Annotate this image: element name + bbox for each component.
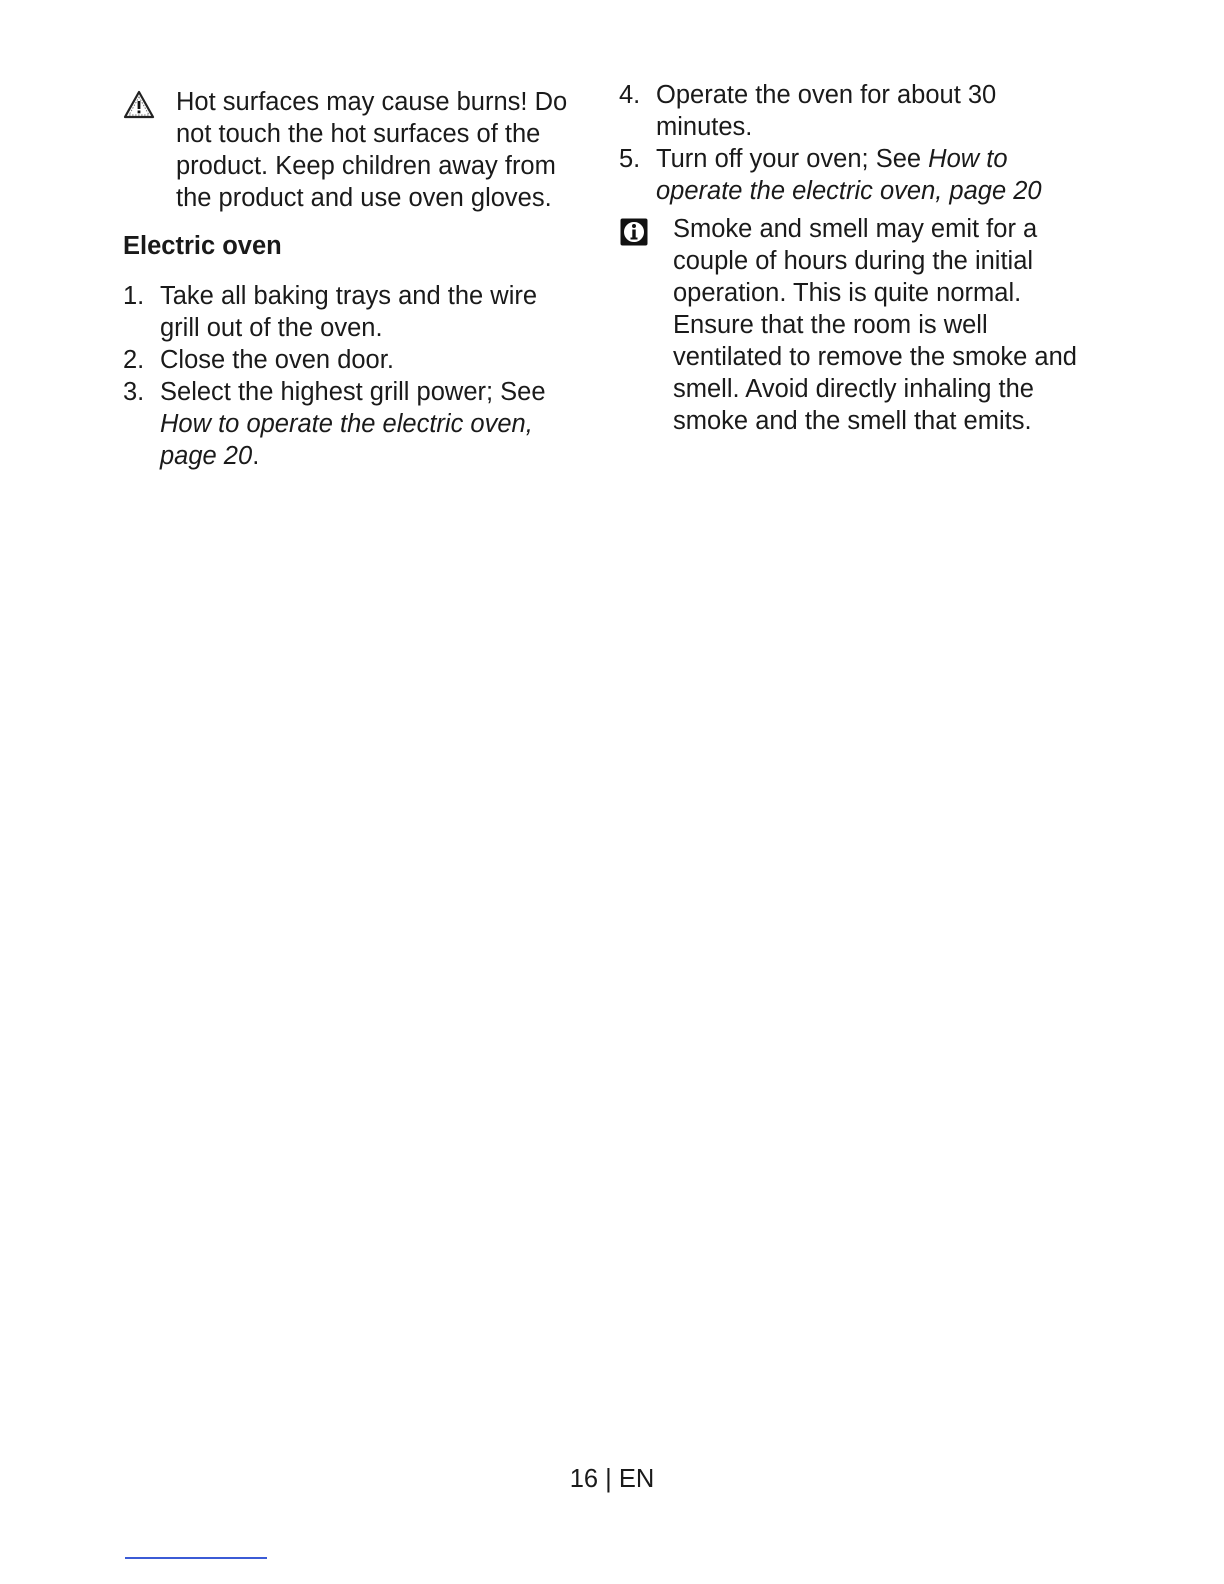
- footer-divider: [125, 1557, 267, 1559]
- info-note: [619, 213, 1079, 437]
- list-item: [123, 344, 583, 376]
- step-number: 1.: [123, 282, 145, 310]
- step-number: 3.: [123, 378, 145, 406]
- warning-text: Hot surfaces may cause burns! Do not touch the hot surfaces of the product. Keep children away from the product and use oven gloves.: [176, 88, 568, 212]
- list-item: [123, 280, 583, 344]
- warning-note: [123, 86, 583, 214]
- warning-triangle-icon: [123, 90, 155, 128]
- cross-reference: How to operate the electric oven, page 20: [160, 410, 533, 470]
- step-text: Take all baking trays and the wire grill out of the oven.: [160, 282, 538, 342]
- section-heading: Electric oven: [123, 232, 282, 260]
- step-text: Select the highest grill power; See: [160, 378, 546, 406]
- step-number: 4.: [619, 81, 641, 109]
- list-item: [619, 143, 1079, 207]
- page-footer: [0, 1463, 1224, 1495]
- right-column: [619, 79, 1079, 437]
- info-text: Smoke and smell may emit for a couple of hours during the initial operation. This is quite normal. Ensure that the room is well ventilated to remove the smoke and smell. Avoid directly inhaling the smoke and the smell that emits.: [673, 215, 1077, 435]
- info-icon: [619, 217, 649, 255]
- list-item: [619, 79, 1079, 143]
- step-number: 5.: [619, 145, 641, 173]
- list-item: [123, 376, 583, 472]
- steps-list-right: [619, 79, 1079, 207]
- left-column: [123, 86, 583, 472]
- step-text: Operate the oven for about 30 minutes.: [656, 81, 997, 141]
- step-text: Turn off your oven; See: [656, 145, 929, 173]
- steps-list-left: [123, 280, 583, 472]
- step-number: 2.: [123, 346, 145, 374]
- cross-reference: How to operate the electric oven, page 20: [656, 145, 1042, 205]
- step-text: Close the oven door.: [160, 346, 394, 374]
- step-punctuation: .: [252, 442, 260, 470]
- page-number-label: 16 | EN: [569, 1465, 655, 1493]
